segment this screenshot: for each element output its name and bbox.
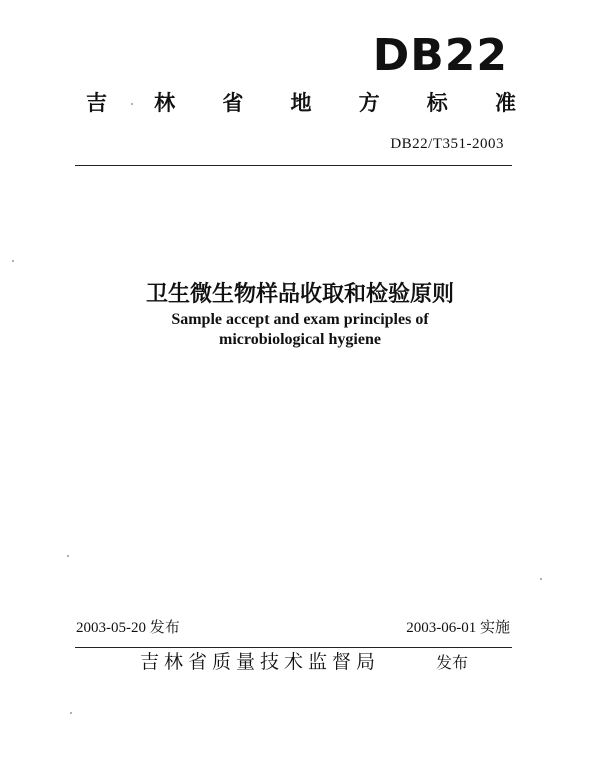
standard-type-heading	[86, 93, 516, 114]
issue-date: 2003-05-20 发布	[76, 620, 180, 636]
standard-type-char: 吉	[86, 91, 107, 115]
issuing-authority-suffix: 发布	[436, 653, 469, 672]
implementation-date: 2003-06-01 实施	[406, 620, 510, 636]
scan-speck	[12, 260, 14, 262]
standard-code-large: DB22	[372, 30, 508, 81]
bottom-divider	[75, 647, 512, 648]
standard-type-char: 准	[494, 91, 516, 115]
issuing-authority: 吉林省质量技术监督局	[140, 651, 381, 673]
standard-type-char: 林	[154, 91, 176, 115]
top-divider	[75, 165, 512, 166]
scan-speck	[540, 578, 542, 580]
standard-type-char: 标	[426, 91, 448, 115]
standard-number: DB22/T351-2003	[390, 136, 504, 152]
standard-type-char: 省	[222, 91, 244, 115]
scan-speck	[131, 103, 133, 105]
scan-speck	[67, 555, 69, 557]
document-title-chinese: 卫生微生物样品收取和检验原则	[145, 281, 454, 307]
document-title-english-line1: Sample accept and exam principles of	[171, 311, 429, 328]
document-title-english-line2: microbiological hygiene	[219, 331, 381, 348]
standard-type-char: 方	[358, 91, 380, 115]
standard-type-char: 地	[290, 91, 312, 115]
scan-speck	[70, 712, 72, 714]
